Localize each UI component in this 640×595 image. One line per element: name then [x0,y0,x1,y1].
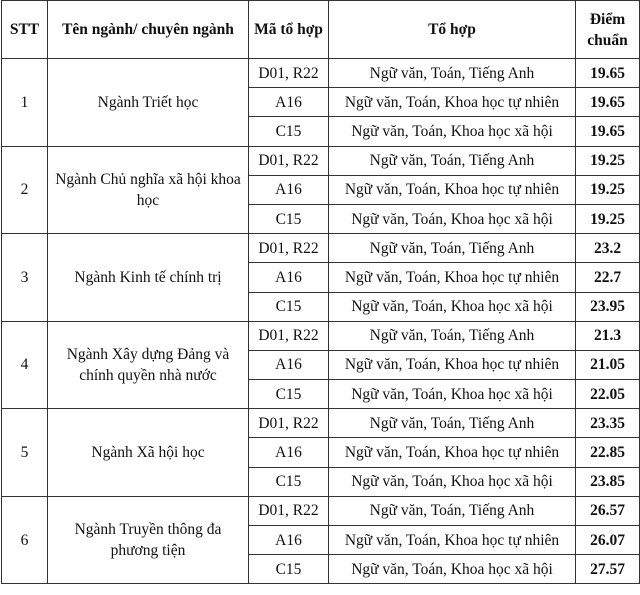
row-cutoff-score: 19.65 [576,117,640,146]
table-row [2,409,640,438]
row-major-name: Ngành Xây dựng Đảng và chính quyền nhà nước [48,321,249,409]
row-combination-code: A16 [249,88,329,117]
row-combination: Ngữ văn, Toán, Khoa học xã hội [329,380,576,409]
row-cutoff-score: 21.3 [576,321,640,350]
row-combination: Ngữ văn, Toán, Khoa học tự nhiên [329,88,576,117]
row-cutoff-score: 23.85 [576,467,640,496]
row-combination: Ngữ văn, Toán, Tiếng Anh [329,409,576,438]
row-stt: 6 [2,496,48,584]
row-major-name: Ngành Xã hội học [48,409,249,497]
row-combination-code: D01, R22 [249,496,329,525]
header-stt: STT [2,1,48,59]
header-row [2,1,640,59]
row-cutoff-score: 26.07 [576,526,640,555]
row-cutoff-score: 23.95 [576,292,640,321]
row-major-name: Ngành Kinh tế chính trị [48,234,249,322]
row-combination-code: A16 [249,175,329,204]
row-combination-code: C15 [249,292,329,321]
row-cutoff-score: 23.35 [576,409,640,438]
row-combination: Ngữ văn, Toán, Tiếng Anh [329,234,576,263]
table-row [2,321,640,350]
row-cutoff-score: 22.85 [576,438,640,467]
row-combination: Ngữ văn, Toán, Tiếng Anh [329,146,576,175]
row-combination: Ngữ văn, Toán, Khoa học tự nhiên [329,438,576,467]
row-combination: Ngữ văn, Toán, Khoa học xã hội [329,117,576,146]
row-combination: Ngữ văn, Toán, Khoa học tự nhiên [329,175,576,204]
row-cutoff-score: 22.7 [576,263,640,292]
row-combination-code: D01, R22 [249,409,329,438]
row-combination-code: C15 [249,204,329,233]
table-row [2,146,640,175]
row-combination-code: A16 [249,263,329,292]
row-stt: 5 [2,409,48,497]
row-combination-code: A16 [249,438,329,467]
row-combination: Ngữ văn, Toán, Khoa học xã hội [329,204,576,233]
row-major-name: Ngành Chủ nghĩa xã hội khoa học [48,146,249,234]
row-stt: 3 [2,234,48,322]
row-combination-code: D01, R22 [249,234,329,263]
row-combination: Ngữ văn, Toán, Khoa học tự nhiên [329,350,576,379]
row-combination: Ngữ văn, Toán, Khoa học tự nhiên [329,263,576,292]
header-combination-code: Mã tổ hợp [249,1,329,59]
row-combination-code: A16 [249,526,329,555]
row-combination: Ngữ văn, Toán, Khoa học xã hội [329,292,576,321]
row-combination-code: D01, R22 [249,146,329,175]
header-cutoff-score: Điểm chuẩn [576,1,640,59]
row-cutoff-score: 27.57 [576,555,640,584]
header-major-name: Tên ngành/ chuyên ngành [48,1,249,59]
row-combination-code: D01, R22 [249,321,329,350]
row-combination: Ngữ văn, Toán, Tiếng Anh [329,321,576,350]
row-cutoff-score: 19.65 [576,59,640,88]
row-cutoff-score: 22.05 [576,380,640,409]
row-combination-code: C15 [249,380,329,409]
admission-score-table [1,0,640,584]
table-row [2,59,640,88]
row-cutoff-score: 26.57 [576,496,640,525]
row-combination-code: C15 [249,117,329,146]
row-cutoff-score: 19.25 [576,146,640,175]
row-combination: Ngữ văn, Toán, Tiếng Anh [329,59,576,88]
row-stt: 1 [2,59,48,147]
row-cutoff-score: 21.05 [576,350,640,379]
row-combination-code: A16 [249,350,329,379]
row-cutoff-score: 19.25 [576,204,640,233]
table-row [2,234,640,263]
row-combination: Ngữ văn, Toán, Khoa học tự nhiên [329,526,576,555]
row-combination: Ngữ văn, Toán, Khoa học xã hội [329,555,576,584]
row-major-name: Ngành Truyền thông đa phương tiện [48,496,249,584]
row-stt: 2 [2,146,48,234]
row-combination-code: C15 [249,467,329,496]
row-combination: Ngữ văn, Toán, Khoa học xã hội [329,467,576,496]
row-combination: Ngữ văn, Toán, Tiếng Anh [329,496,576,525]
row-combination-code: D01, R22 [249,59,329,88]
header-combination: Tổ hợp [329,1,576,59]
row-stt: 4 [2,321,48,409]
row-combination-code: C15 [249,555,329,584]
row-cutoff-score: 19.65 [576,88,640,117]
table-body [2,59,640,584]
row-cutoff-score: 19.25 [576,175,640,204]
row-cutoff-score: 23.2 [576,234,640,263]
row-major-name: Ngành Triết học [48,59,249,147]
table-row [2,496,640,525]
